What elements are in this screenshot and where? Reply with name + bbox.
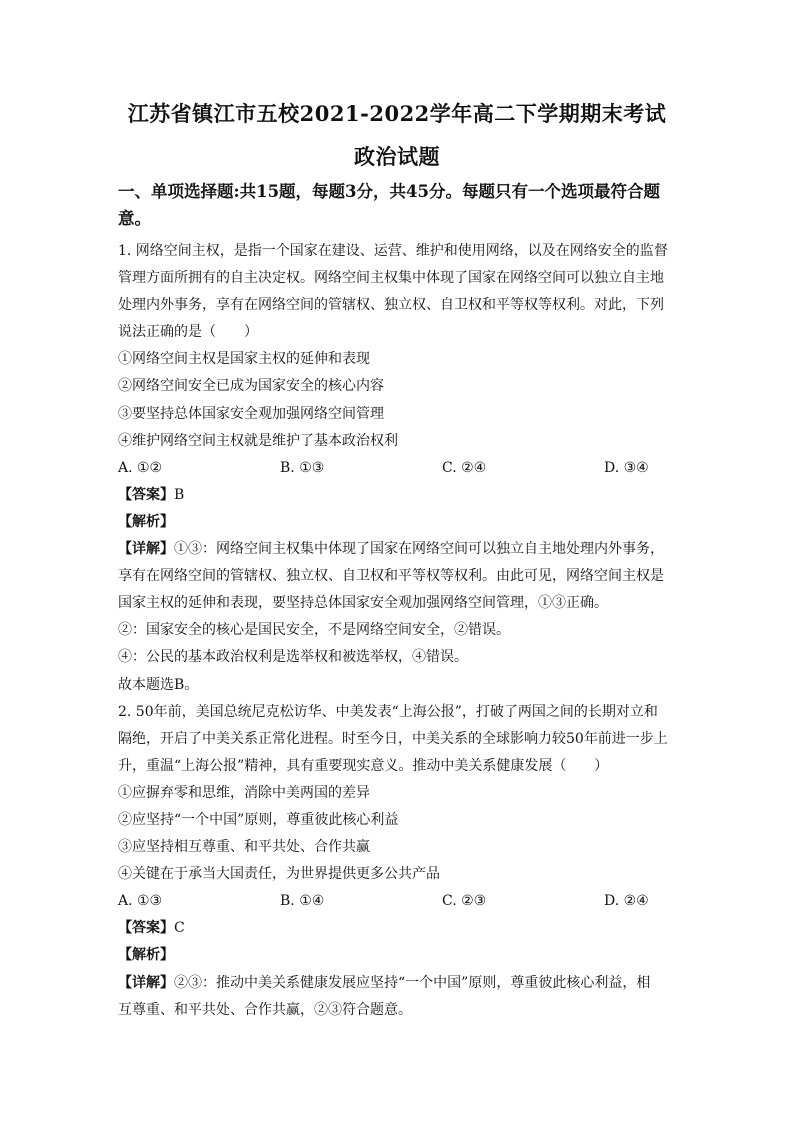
detail-text: ②③：推动中美关系健康发展应坚持“一个中国”原则，尊重彼此核心利益，相 [174, 974, 651, 991]
question-stem-line: 隔绝，开启了中美关系正常化进程。时至今日，中美关系的全球影响力较50年前进一步上 [118, 730, 668, 747]
document-subtitle: 政治试题 [354, 144, 440, 169]
question-2 [118, 699, 678, 1024]
question-stem-line: 2. 50年前，美国总统尼克松访华、中美发表“上海公报”，打破了两国之间的长期对立和 [118, 703, 658, 720]
question-stem-line: 处理内外事务，享有在网络空间的管辖权、独立权、自卫权和平等权等权利。对此，下列 [118, 297, 664, 314]
detail-line [118, 536, 678, 563]
answer-options [118, 888, 678, 915]
answer-line [118, 915, 678, 942]
option-b: B. ①③ [280, 459, 325, 476]
option-a: A. ①③ [118, 893, 163, 910]
question-stem-line: 升，重温“上海公报”精神，具有重要现实意义。推动中美关系健康发展（ ） [118, 757, 609, 774]
statement: ③要坚持总体国家安全观加强网络空间管理 [118, 405, 384, 422]
option-b: B. ①④ [280, 893, 325, 910]
answer-options [118, 455, 678, 482]
statement: ④维护网络空间主权就是维护了基本政治权利 [118, 432, 398, 449]
question-stem-line: 说法正确的是（ ） [118, 324, 258, 341]
option-d: D. ②④ [604, 893, 649, 910]
section-heading-line: 一、单项选择题:共15题，每题3分，共45分。每题只有一个选项最符合题 [118, 182, 660, 201]
answer-line [118, 482, 678, 509]
detail-line: 国家主权的延伸和表现，要坚持总体国家安全观加强网络空间管理，①③正确。 [118, 595, 608, 612]
option-d: D. ③④ [604, 459, 649, 476]
statement: ①应摒弃零和思维，消除中美两国的差异 [118, 784, 370, 801]
questions-body [118, 238, 678, 1024]
statement: ③应坚持相互尊重、和平共处、合作共赢 [118, 839, 370, 856]
detail-line: ④：公民的基本政治权利是选举权和被选举权，④错误。 [118, 649, 468, 666]
option-c: C. ②③ [442, 893, 487, 910]
statement: ④关键在于承当大国责任，为世界提供更多公共产品 [118, 866, 440, 883]
analysis-label: 【解析】 [118, 947, 174, 964]
detail-line: ②：国家安全的核心是国民安全，不是网络空间安全，②错误。 [118, 622, 510, 639]
document-title: 江苏省镇江市五校2021-2022学年高二下学期期末考试 [127, 101, 667, 126]
section-heading-line: 意。 [118, 209, 151, 229]
detail-label: 【详解】 [118, 974, 174, 991]
statement: ②应坚持“一个中国”原则，尊重彼此核心利益 [118, 811, 399, 828]
detail-line: 故本题选B。 [118, 676, 199, 693]
statement: ②网络空间安全已成为国家安全的核心内容 [118, 378, 384, 395]
detail-line [118, 970, 678, 997]
detail-label: 【详解】 [118, 541, 174, 558]
question-1 [118, 238, 678, 699]
detail-line: 互尊重、和平共处、合作共赢，②③符合题意。 [118, 1001, 412, 1018]
analysis-label: 【解析】 [118, 513, 174, 530]
option-c: C. ②④ [442, 459, 487, 476]
question-stem-line: 管理方面所拥有的自主决定权。网络空间主权集中体现了国家在网络空间可以独立自主地 [118, 270, 664, 287]
answer-value: C [174, 920, 185, 937]
answer-label: 【答案】 [118, 486, 174, 503]
question-stem-line: 1. 网络空间主权，是指一个国家在建设、运营、维护和使用网络，以及在网络安全的监督 [118, 243, 668, 259]
detail-line: 享有在网络空间的管辖权、独立权、自卫权和平等权等权利。由此可见，网络空间主权是 [118, 568, 664, 585]
option-a: A. ①② [118, 459, 163, 476]
statement: ①网络空间主权是国家主权的延伸和表现 [118, 351, 370, 368]
answer-value: B [174, 486, 185, 503]
detail-text: ①③：网络空间主权集中体现了国家在网络空间可以独立自主地处理内外事务， [174, 541, 664, 558]
section-heading [118, 178, 678, 232]
answer-label: 【答案】 [118, 920, 174, 937]
